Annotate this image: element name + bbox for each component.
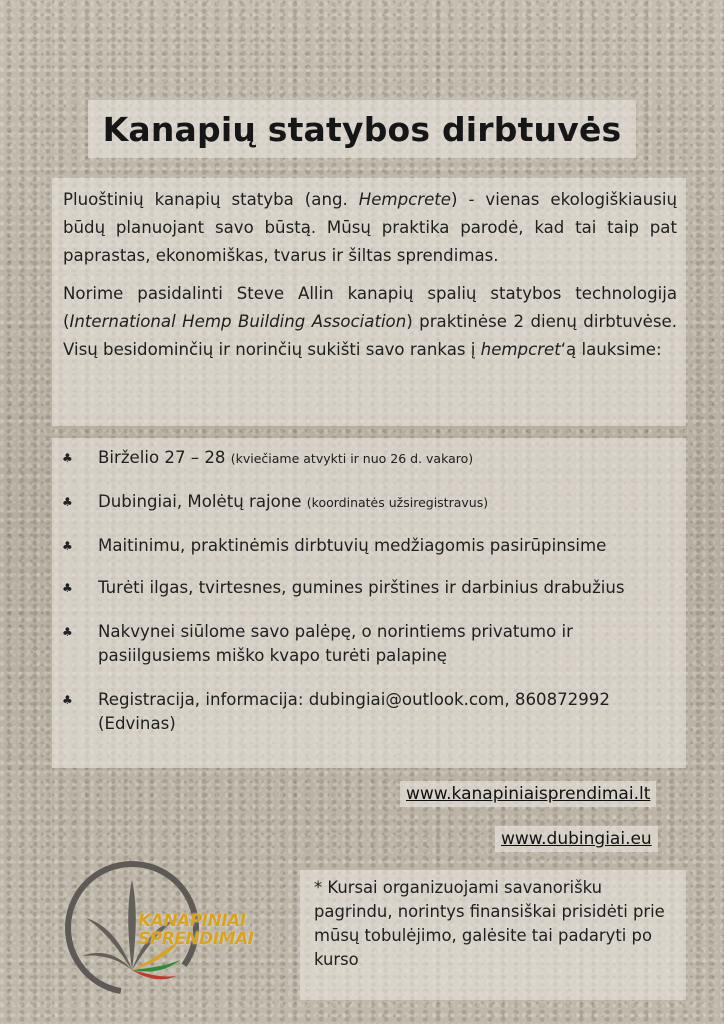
gear-text: Turėti ilgas, tvirtesnes, gumines pirštines ir darbinius drabužius — [98, 578, 625, 597]
intro-p2-emphasis-2: hempcret — [480, 340, 561, 359]
club-bullet-icon: ♣ — [62, 625, 73, 639]
club-bullet-icon: ♣ — [62, 693, 73, 707]
intro-p1-emphasis: Hempcrete — [358, 190, 452, 209]
list-item-text — [98, 490, 670, 515]
registration-text: Registracija, informacija: dubingiai@outlook.com, 860872992 (Edvinas) — [98, 690, 610, 733]
intro-p2-text-a: Norime pasidalinti Steve Allin kanapių spalių statybos technologija ( — [63, 284, 677, 331]
intro-p1-text-a: Pluoštinių kanapių statyba (ang. — [63, 190, 359, 209]
website-link-kanapiniai[interactable]: www.kanapiniaisprendimai.lt — [400, 781, 656, 807]
page-title: Kanapių statybos dirbtuvės — [102, 109, 622, 149]
list-item-text — [98, 446, 670, 471]
date-text: Birželio 27 – 28 — [98, 448, 226, 467]
lodging-text: Nakvynei siūlome savo palėpę, o norintiems privatumo ir pasiilgusiems miško kvapo turėti palapinę — [98, 622, 573, 665]
location-text: Dubingiai, Molėtų rajone — [98, 492, 302, 511]
club-bullet-icon: ♣ — [62, 581, 73, 595]
club-bullet-icon: ♣ — [62, 451, 73, 465]
intro-paragraph-1 — [63, 186, 677, 270]
food-text: Maitinimu, praktinėmis dirbtuvių medžiagomis pasirūpinsime — [98, 536, 607, 555]
intro-p2-emphasis: International Hemp Building Association — [69, 312, 407, 331]
club-bullet-icon: ♣ — [62, 539, 73, 553]
website-link-dubingiai[interactable]: www.dubingiai.eu — [495, 826, 658, 852]
logo-text-line1: KANAPINIAI — [138, 911, 246, 931]
logo-text-line2: SPRENDIMAI — [138, 929, 254, 949]
footnote-text: * Kursai organizuojami savanorišku pagrindu, norintys finansiškai prisidėti prie mūsų tobulėjimo, galėsite tai padaryti po kurso — [314, 878, 665, 969]
date-note: (kviečiame atvykti ir nuo 26 d. vakaro) — [230, 451, 474, 466]
intro-text — [63, 186, 677, 374]
club-bullet-icon: ♣ — [62, 495, 73, 509]
location-note: (koordinatės užsiregistravus) — [306, 495, 489, 510]
intro-paragraph-2 — [63, 280, 677, 364]
intro-p2-text-c: ‘ą lauksime: — [560, 340, 662, 359]
intro-p2-text-b: ) praktinėse 2 dienų dirbtuvėse. Visų besidominčių ir norinčių sukišti savo rankas į — [63, 312, 677, 359]
intro-p1-text-b: ) - vienas ekologiškiausių būdų planuojant savo būstą. Mūsų praktika parodė, kad tai taip pat paprastas, ekonomiškas, tvarus ir šiltas sprendimas. — [63, 190, 677, 265]
